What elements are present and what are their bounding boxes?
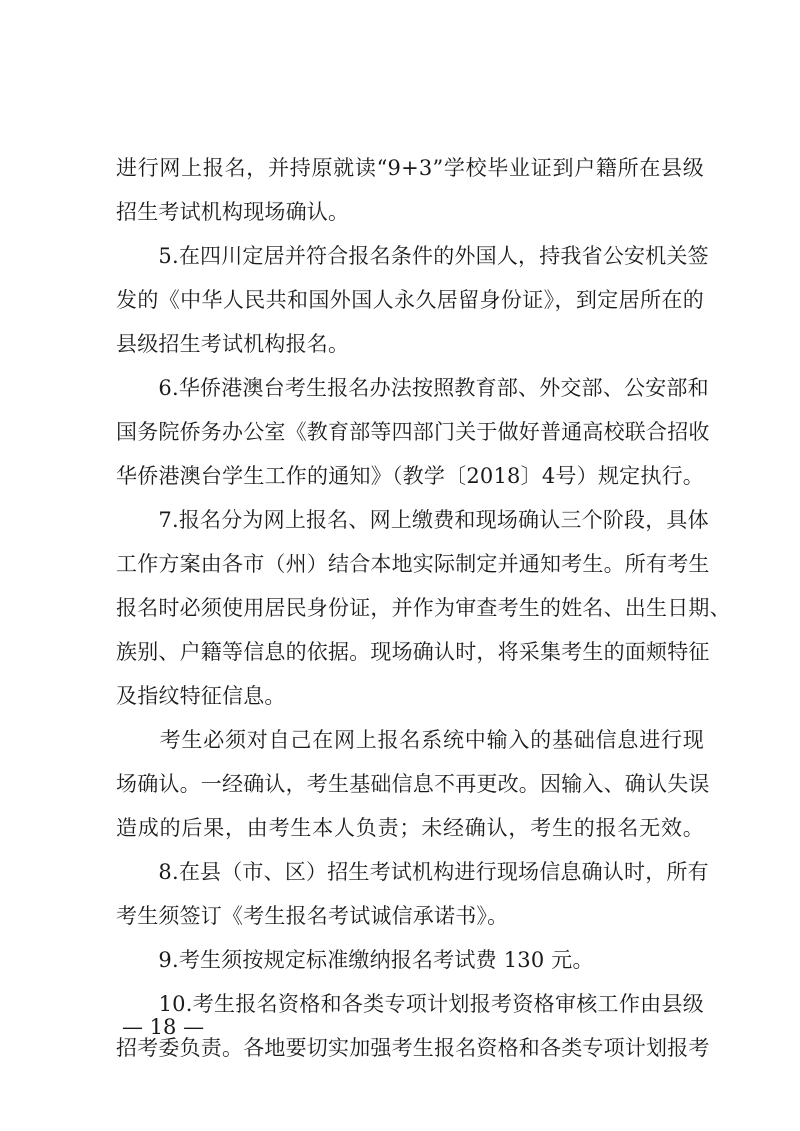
text-line: 7.报名分为网上报名、网上缴费和现场确认三个阶段，具体 [116,508,709,532]
text-line: 县级招生考试机构报名。 [116,332,350,356]
text-line: 进行网上报名，并持原就读“9+3”学校毕业证到户籍所在县级 [116,156,704,180]
text-line: 造成的后果，由考生本人负责；未经确认，考生的报名无效。 [116,816,704,840]
text-line: 考生须签订《考生报名考试诚信承诺书》。 [116,904,509,928]
text-line: 10.考生报名资格和各类专项计划报考资格审核工作由县级 [116,992,704,1016]
text-line: 报名时必须使用居民身份证，并作为审查考生的姓名、出生日期、 [116,596,731,620]
text-line: 发的《中华人民共和国外国人永久居留身份证》，到定居所在的 [116,288,704,312]
text-line: 场确认。一经确认，考生基础信息不再更改。因输入、确认失误 [116,772,710,796]
text-line: 族别、户籍等信息的依据。现场确认时，将采集考生的面颊特征 [116,640,710,664]
text-line: 考生必须对自己在网上报名系统中输入的基础信息进行现 [116,728,704,752]
text-line: 华侨港澳台学生工作的通知》（教学〔2018〕4号）规定执行。 [116,464,704,488]
text-line: 9.考生须按规定标准缴纳报名考试费 130 元。 [116,948,594,972]
text-line: 招生考试机构现场确认。 [116,200,350,224]
text-line: 6.华侨港澳台考生报名办法按照教育部、外交部、公安部和 [116,376,709,400]
text-line: 及指纹特征信息。 [116,684,286,708]
text-line: 8.在县（市、区）招生考试机构进行现场信息确认时，所有 [116,860,709,884]
page-number: — 18 — [122,1015,205,1039]
body-text [116,146,731,1070]
text-line: 工作方案由各市（州）结合本地实际制定并通知考生。所有考生 [116,552,710,576]
text-line: 招考委负责。各地要切实加强考生报名资格和各类专项计划报考 [116,1036,710,1060]
text-line: 国务院侨务办公室《教育部等四部门关于做好普通高校联合招收 [116,420,710,444]
text-line: 5.在四川定居并符合报名条件的外国人，持我省公安机关签 [116,244,709,268]
